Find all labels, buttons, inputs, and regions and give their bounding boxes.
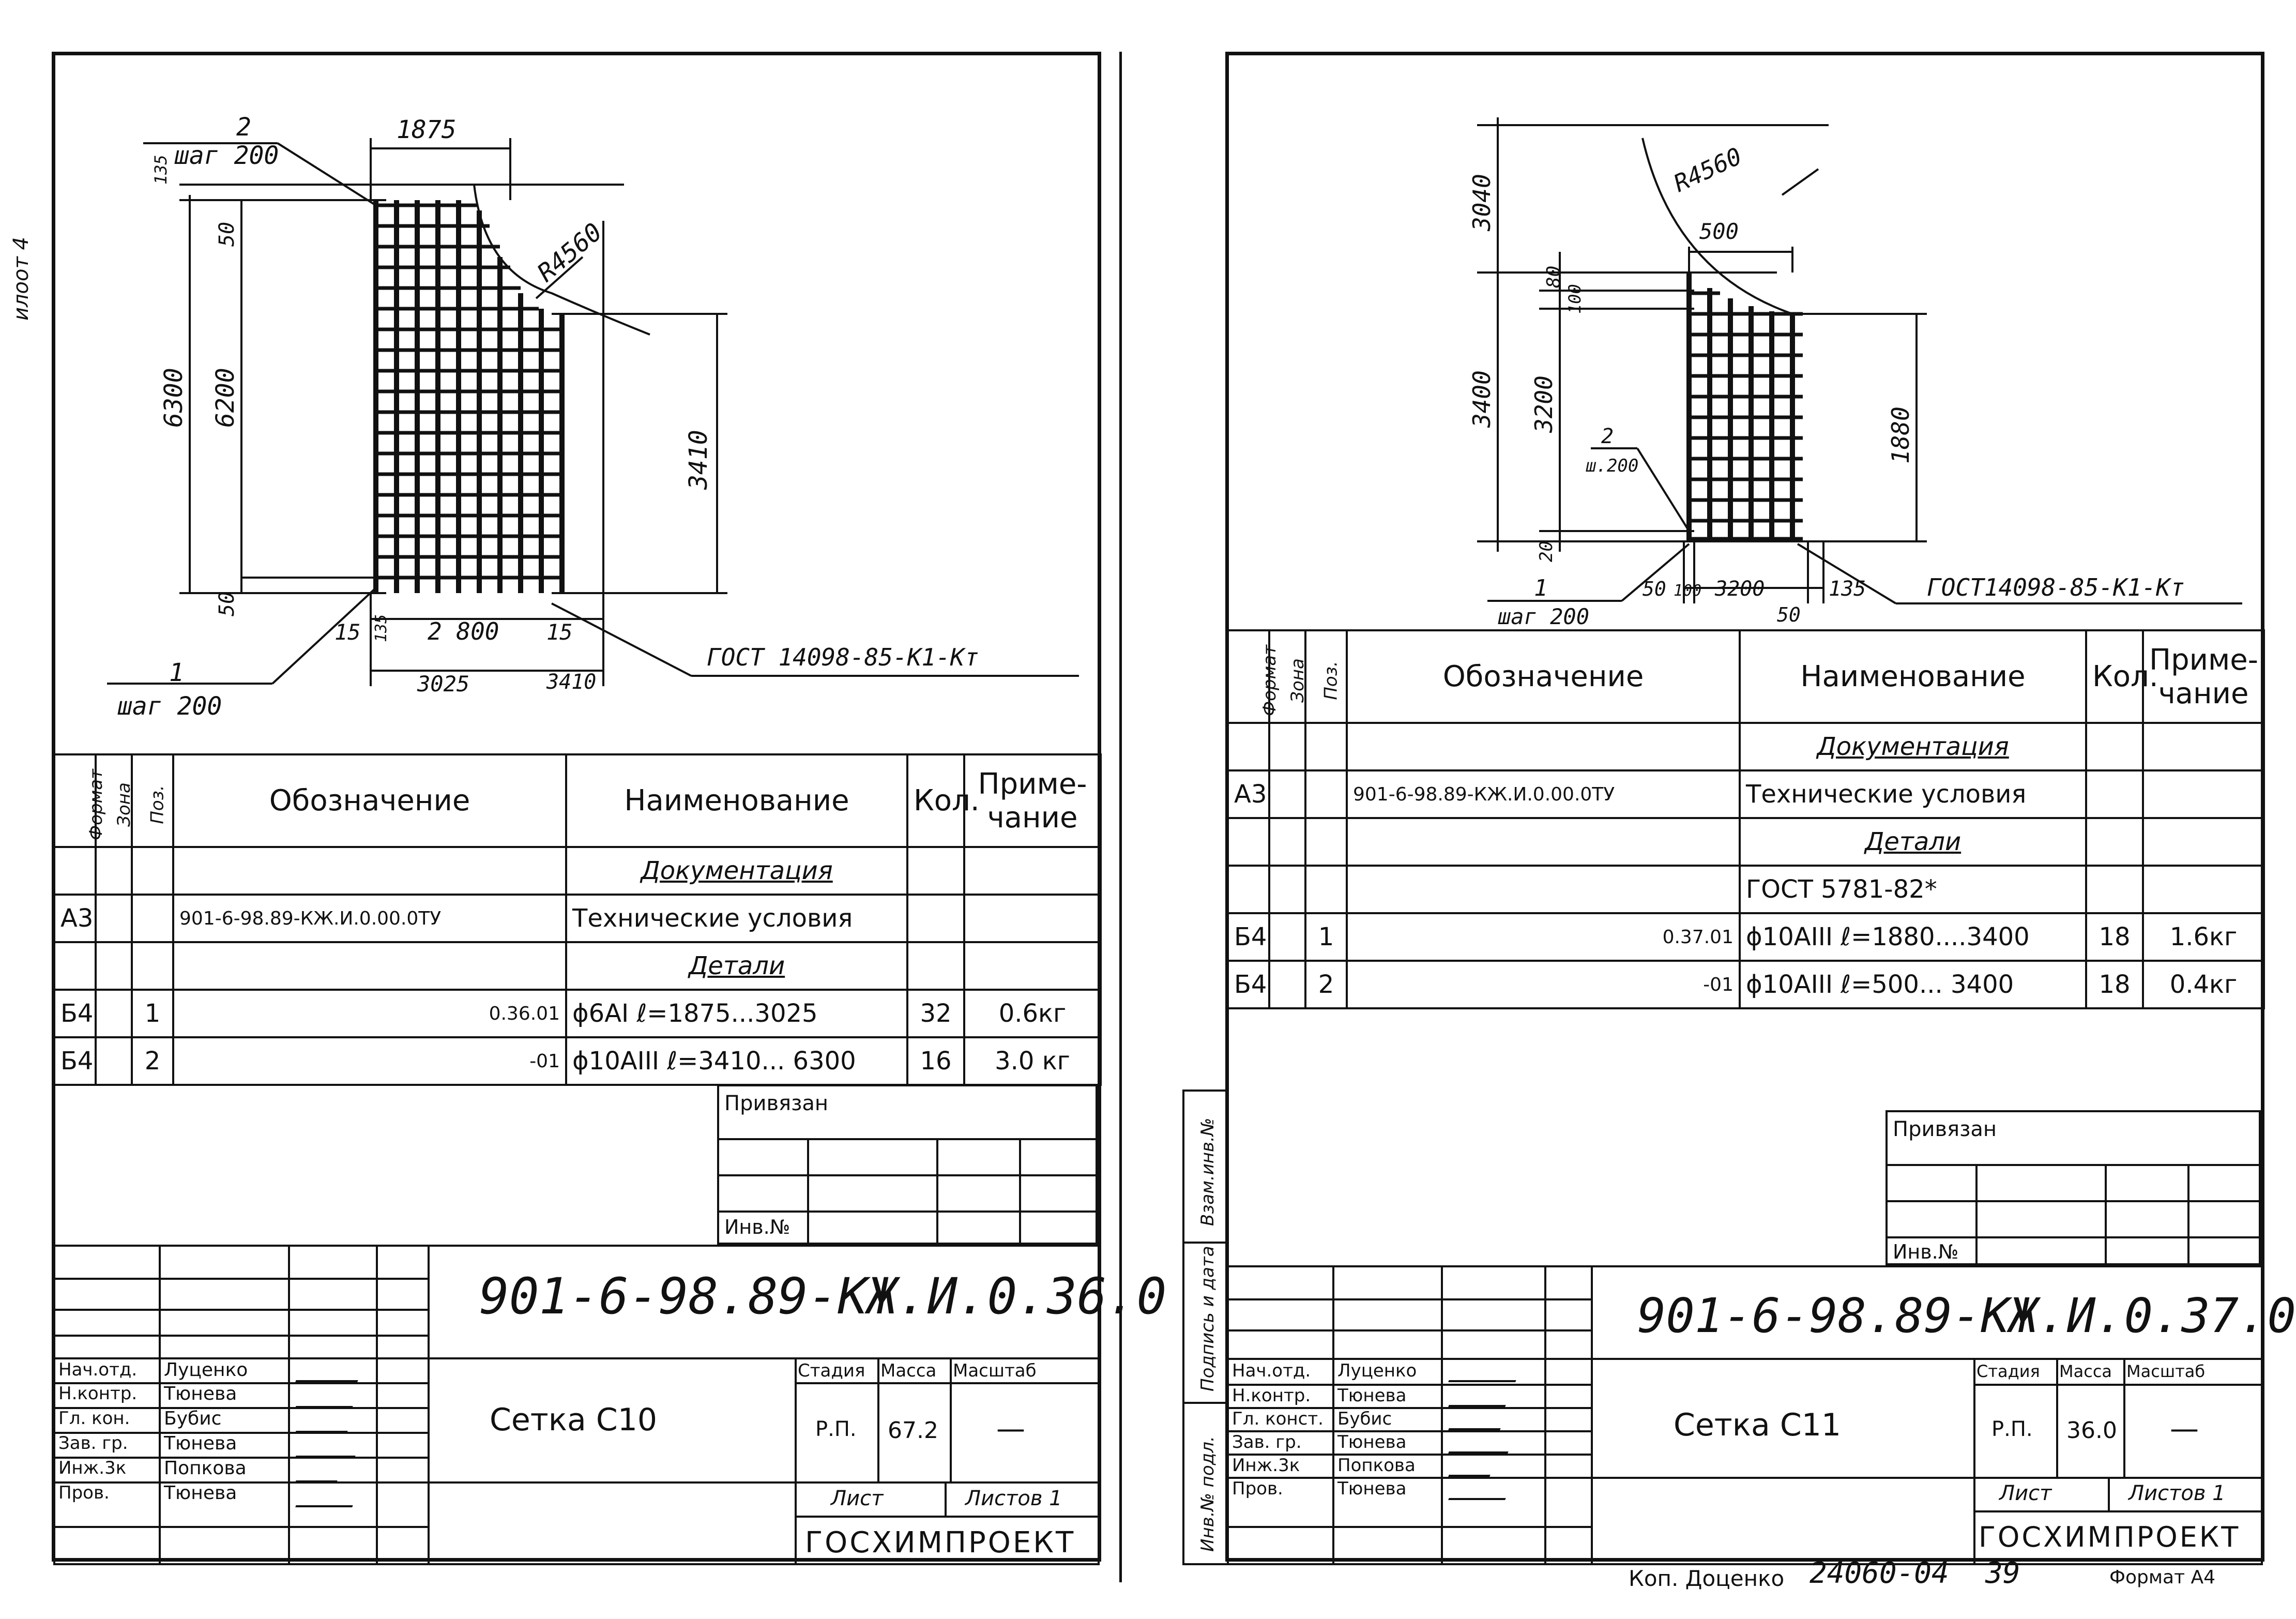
name-1: Луценко [164, 1359, 248, 1381]
cell-note [964, 895, 1101, 942]
cell-note [2143, 770, 2264, 818]
col-note: Приме-чание [964, 754, 1101, 847]
gost-label: ГОСТ14098-85-К1-Кт [1927, 573, 2185, 601]
cell-pos [132, 942, 173, 990]
mesh-vertical-bars [376, 200, 562, 593]
col-zone: Зона [1269, 630, 1305, 723]
name-3: Бубис [164, 1408, 222, 1429]
callout-2-step: ш.200 [1586, 456, 1639, 476]
name-4: Тюнева [1337, 1432, 1407, 1452]
table-row [1228, 770, 2264, 818]
cell-zone [96, 847, 132, 895]
stamp-signature-date: Подпись и дата [1197, 1246, 1218, 1391]
cell-qty [2086, 818, 2143, 866]
table-row [54, 1037, 1101, 1085]
cell-qty: 32 [907, 990, 964, 1037]
stage-value: Р.П. [815, 1417, 857, 1441]
table-row [1228, 723, 2264, 770]
dim-2800: 2 800 [428, 617, 499, 645]
sheet-title: Сетка С11 [1674, 1407, 1842, 1443]
footer-doc-num: 24060-04 [1810, 1556, 1949, 1590]
cell-note: 0.6кг [964, 990, 1101, 1037]
role-4: Зав. гр. [1232, 1432, 1302, 1452]
mass-label: Масса [880, 1360, 937, 1381]
stage-label: Стадия [798, 1360, 865, 1381]
cell-qty: 16 [907, 1037, 964, 1085]
dim-3200-bot: 3200 [1715, 577, 1765, 601]
table-row [54, 847, 1101, 895]
col-note: Приме-чание [2143, 630, 2264, 723]
signature [295, 1366, 363, 1382]
col-qty: Кол. [2086, 630, 2143, 723]
cell-pos [132, 847, 173, 895]
cell-name: ГОСТ 5781-82* [1740, 866, 2086, 913]
privyazan-label: Привязан [1893, 1117, 1997, 1141]
callout-2-num: 2 [1601, 425, 1614, 448]
callout-1-step: шаг 200 [1498, 604, 1590, 629]
cell-pos: 2 [132, 1037, 173, 1085]
role-5: Инж.3к [1232, 1455, 1300, 1476]
role-2: Н.контр. [58, 1383, 138, 1404]
callout-1-num: 1 [169, 658, 184, 687]
cell-qty [2086, 723, 2143, 770]
sheet-label: Лист [831, 1487, 884, 1510]
dim-50-under: 50 [1777, 603, 1801, 626]
role-1: Нач.отд. [58, 1359, 138, 1380]
sheets-count: Листов 1 [965, 1487, 1062, 1510]
signature [295, 1466, 343, 1482]
role-3: Гл. конст. [1232, 1409, 1324, 1429]
cell-name: ϕ10АIII ℓ=500... 3400 [1740, 961, 2086, 1008]
signature [295, 1441, 361, 1458]
cell-zone [96, 942, 132, 990]
role-2: Н.контр. [1232, 1385, 1311, 1406]
table-row [54, 895, 1101, 942]
cell-designation: -01 [1347, 961, 1740, 1008]
cell-format: Б4 [1228, 913, 1269, 961]
cell-format: Б4 [54, 990, 96, 1037]
dim-3410-bot: 3410 [546, 670, 597, 694]
dim-135-bot: 135 [372, 614, 390, 642]
cell-zone [1269, 723, 1305, 770]
signature [295, 1491, 358, 1507]
cell-qty: 18 [2086, 961, 2143, 1008]
spec-header-row [1228, 630, 2264, 723]
stamp-inv-original: Инв.№ подл. [1197, 1436, 1218, 1552]
col-designation: Обозначение [1347, 630, 1740, 723]
scale-label: Масштаб [953, 1360, 1037, 1381]
cell-pos [132, 895, 173, 942]
cell-format [54, 847, 96, 895]
signature [1448, 1414, 1506, 1430]
dim-20: 20 [1536, 541, 1557, 562]
sheet-left [52, 52, 1167, 1562]
mesh-horizontal-bars [1686, 293, 1803, 539]
dim-135: 135 [1829, 577, 1866, 601]
mass-label: Масса [2059, 1361, 2112, 1381]
cell-zone [1269, 770, 1305, 818]
callout-2-num: 2 [236, 113, 251, 142]
cell-pos [1305, 770, 1347, 818]
mass-value: 36.0 [2066, 1417, 2117, 1444]
privyazan-box [1886, 1110, 2261, 1265]
footer-format: Формат А4 [2109, 1567, 2216, 1588]
scale-label: Масштаб [2126, 1361, 2206, 1381]
cell-name: Документация [566, 847, 907, 895]
cell-designation: -01 [173, 1037, 566, 1085]
cell-qty [2086, 770, 2143, 818]
role-6: Пров. [1232, 1478, 1283, 1499]
signature [1448, 1366, 1522, 1382]
cell-zone [1269, 866, 1305, 913]
signature [1448, 1460, 1496, 1477]
cell-name: Технические условия [1740, 770, 2086, 818]
role-5: Инж.3к [58, 1458, 127, 1478]
mesh-drawing-c11 [1229, 55, 2261, 634]
spec-table-c10 [53, 753, 1102, 1086]
cell-pos: 1 [132, 990, 173, 1037]
name-4: Тюнева [164, 1433, 237, 1454]
cell-designation: 0.36.01 [173, 990, 566, 1037]
cell-note [964, 942, 1101, 990]
dim-500: 500 [1699, 219, 1739, 244]
dim-1875: 1875 [397, 115, 457, 144]
cell-pos: 2 [1305, 961, 1347, 1008]
cell-qty: 18 [2086, 913, 2143, 961]
dim-3025: 3025 [417, 671, 470, 697]
org-name: ГОСХИМПРОЕКТ [1979, 1521, 2241, 1553]
cell-note [2143, 818, 2264, 866]
cell-format: А3 [54, 895, 96, 942]
dim-100: 100 [1565, 284, 1585, 314]
title-block-c10 [53, 1245, 1167, 1565]
cell-zone [1269, 913, 1305, 961]
cell-designation: 901-6-98.89-КЖ.И.0.00.0ТУ [173, 895, 566, 942]
cell-qty [907, 847, 964, 895]
cell-qty [2086, 866, 2143, 913]
cell-pos [1305, 818, 1347, 866]
name-2: Тюнева [1337, 1385, 1407, 1406]
cell-zone [96, 1037, 132, 1085]
name-1: Луценко [1337, 1360, 1417, 1381]
signature [1448, 1484, 1511, 1500]
mesh-horizontal-bars [373, 205, 565, 578]
cell-name: Технические условия [566, 895, 907, 942]
dim-3410-vert: 3410 [684, 430, 713, 490]
cell-designation [173, 942, 566, 990]
cell-format: Б4 [1228, 961, 1269, 1008]
dim-1880: 1880 [1887, 406, 1914, 464]
dim-15-right: 15 [546, 619, 573, 645]
col-name: Наименование [566, 754, 907, 847]
title-block-c11 [1227, 1265, 2296, 1565]
scale-value: — [2170, 1412, 2199, 1446]
cell-qty [907, 942, 964, 990]
cell-designation: 901-6-98.89-КЖ.И.0.00.0ТУ [1347, 770, 1740, 818]
dim-3040: 3040 [1468, 174, 1496, 231]
cell-name: ϕ6АI ℓ=1875...3025 [566, 990, 907, 1037]
table-row [1228, 818, 2264, 866]
cell-pos: 1 [1305, 913, 1347, 961]
col-zone: Зона [96, 754, 132, 847]
signature [1448, 1437, 1514, 1454]
sheet-divider [1119, 52, 1122, 1582]
cell-format [1228, 818, 1269, 866]
dim-radius: R4560 [1669, 142, 1746, 198]
cell-format: Б4 [54, 1037, 96, 1085]
name-6: Тюнева [164, 1482, 237, 1504]
col-name: Наименование [1740, 630, 2086, 723]
cell-designation [1347, 723, 1740, 770]
cell-name: ϕ10АIII ℓ=3410... 6300 [566, 1037, 907, 1085]
cell-format [1228, 866, 1269, 913]
col-format: Формат [54, 754, 96, 847]
cell-pos [1305, 723, 1347, 770]
spec-table-c11 [1227, 629, 2265, 1009]
table-row [54, 942, 1101, 990]
cell-designation [173, 847, 566, 895]
dim-6300: 6300 [159, 368, 188, 428]
table-row [54, 990, 1101, 1037]
dim-radius: R4560 [531, 217, 608, 288]
dim-80: 80 [1543, 265, 1564, 288]
sheet-title: Сетка С10 [490, 1402, 658, 1438]
callout-1-num: 1 [1534, 575, 1548, 601]
col-designation: Обозначение [173, 754, 566, 847]
signature [295, 1416, 353, 1433]
name-3: Бубис [1337, 1409, 1392, 1429]
dim-50-bot: 50 [215, 591, 239, 616]
sheet-right [1197, 52, 2296, 1562]
dim-100-bot: 100 [1674, 582, 1702, 600]
name-5: Попкова [164, 1458, 247, 1479]
privyazan-label: Привязан [724, 1092, 829, 1115]
table-row [1228, 913, 2264, 961]
cell-note: 1.6кг [2143, 913, 2264, 961]
inv-no-label: Инв.№ [724, 1216, 790, 1238]
cell-zone [1269, 961, 1305, 1008]
dim-50-top: 50 [215, 221, 239, 247]
cell-name: ϕ10АIII ℓ=1880....3400 [1740, 913, 2086, 961]
role-1: Нач.отд. [1232, 1360, 1311, 1381]
sheet-label: Лист [1999, 1481, 2052, 1505]
cell-name: Детали [1740, 818, 2086, 866]
footer-copied: Коп. Доценко [1629, 1566, 1785, 1591]
col-pos: Поз. [132, 754, 173, 847]
cell-name: Документация [1740, 723, 2086, 770]
dim-50-bot: 50 [1643, 578, 1666, 600]
table-row [1228, 866, 2264, 913]
cell-format [54, 942, 96, 990]
dim-135-top: 135 [151, 155, 171, 185]
stage-value: Р.П. [1991, 1417, 2033, 1441]
sheets-count: Листов 1 [2128, 1481, 2226, 1505]
cell-note [2143, 723, 2264, 770]
role-4: Зав. гр. [58, 1433, 128, 1454]
name-2: Тюнева [164, 1383, 237, 1404]
dim-15-left: 15 [334, 619, 361, 645]
org-name: ГОСХИМПРОЕКТ [805, 1526, 1076, 1560]
cell-note [964, 847, 1101, 895]
margin-note: илоот 4 [9, 237, 33, 321]
signature [1448, 1390, 1511, 1407]
cell-designation: 0.37.01 [1347, 913, 1740, 961]
cell-note [2143, 866, 2264, 913]
dim-3200-vert: 3200 [1530, 375, 1558, 433]
cell-format: А3 [1228, 770, 1269, 818]
inv-no-label: Инв.№ [1893, 1240, 1959, 1263]
gost-label: ГОСТ 14098-85-К1-Кт [707, 643, 979, 671]
mass-value: 67.2 [888, 1417, 938, 1444]
cell-designation [1347, 866, 1740, 913]
cell-zone [96, 895, 132, 942]
col-qty: Кол. [907, 754, 964, 847]
name-6: Тюнева [1337, 1478, 1407, 1499]
cell-zone [96, 990, 132, 1037]
col-pos: Поз. [1305, 630, 1347, 723]
callout-2-step: шаг 200 [174, 141, 279, 170]
scale-value: — [996, 1412, 1025, 1446]
table-row [1228, 961, 2264, 1008]
cell-qty [907, 895, 964, 942]
cell-designation [1347, 818, 1740, 866]
signature [295, 1391, 358, 1408]
side-stamps [1182, 1090, 1229, 1565]
title-code: 901-6-98.89-КЖ.И.0.37.0 [1637, 1288, 2296, 1343]
privyazan-box [717, 1084, 1098, 1245]
cell-pos [1305, 866, 1347, 913]
cell-note: 3.0 кг [964, 1037, 1101, 1085]
role-3: Гл. кон. [58, 1408, 130, 1429]
mesh-drawing-c10 [55, 55, 1098, 759]
cell-note: 0.4кг [2143, 961, 2264, 1008]
name-5: Попкова [1337, 1455, 1416, 1476]
title-code: 901-6-98.89-КЖ.И.0.36.0 [479, 1267, 1167, 1325]
stage-label: Стадия [1976, 1361, 2040, 1381]
dim-6200: 6200 [211, 368, 240, 428]
cell-zone [1269, 818, 1305, 866]
dim-3400: 3400 [1468, 370, 1496, 428]
callout-1-step: шаг 200 [117, 692, 222, 721]
cell-format [1228, 723, 1269, 770]
col-format: Формат [1228, 630, 1269, 723]
cell-name: Детали [566, 942, 907, 990]
spec-header-row [54, 754, 1101, 847]
stamp-replace-inv: Взам.инв.№ [1197, 1117, 1218, 1226]
role-6: Пров. [58, 1482, 110, 1503]
footer-page-num: 39 [1985, 1556, 2020, 1590]
